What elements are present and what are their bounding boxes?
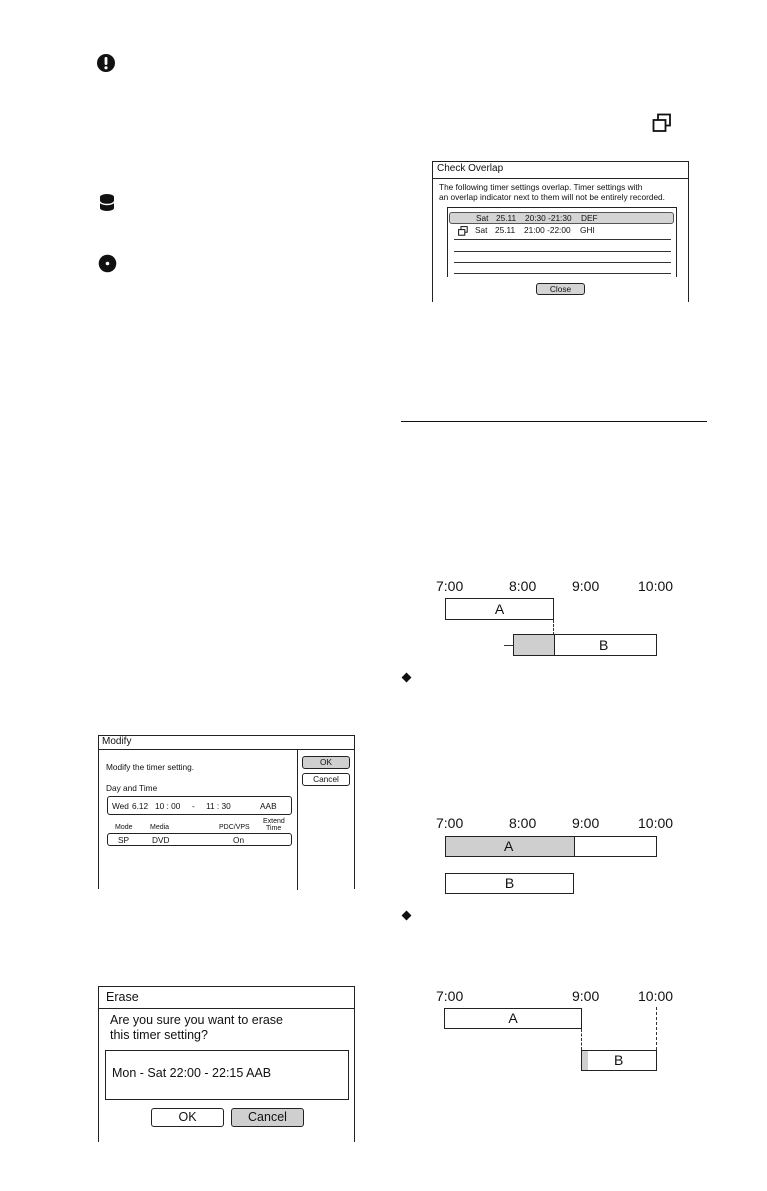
row-date: 25.11 (496, 213, 517, 223)
cut-line (581, 1029, 582, 1050)
tick-label: 9:00 (572, 578, 600, 594)
time-separator: - (192, 801, 195, 811)
ok-button-label: OK (178, 1110, 197, 1124)
erase-setting-box (105, 1050, 349, 1100)
dialog-title-bar (99, 736, 354, 750)
pdc-value: On (233, 835, 245, 845)
row-time: 21:00 -22:00 (524, 225, 571, 235)
cancel-button-label: Cancel (248, 1110, 287, 1124)
tick-label: 7:00 (436, 988, 464, 1004)
modify-dialog (98, 735, 355, 889)
overlap-message-line1: The following timer settings overlap. Timer settings with (439, 182, 643, 192)
overlap-message-line2: an overlap indicator next to them will not be entirely recorded. (439, 192, 665, 202)
date-value: 6.12 (132, 801, 149, 811)
cancel-button[interactable] (231, 1108, 304, 1127)
recording-bar-a (444, 1008, 582, 1029)
setting-value: Mon - Sat 22:00 - 22:15 AAB (112, 1066, 272, 1080)
overlap-portion (514, 635, 554, 655)
cancel-button[interactable] (302, 773, 350, 786)
bar-label: B (504, 875, 515, 891)
tick-label: 7:00 (436, 578, 464, 594)
recording-bar-b (513, 634, 657, 656)
recording-bar-a (445, 598, 554, 620)
day-time-label: Day and Time (106, 783, 158, 793)
tick-label: 8:00 (509, 578, 537, 594)
ok-button-label: OK (320, 757, 332, 767)
list-divider (454, 262, 671, 263)
mode-value: SP (118, 835, 130, 845)
row-time: 20:30 -21:30 (525, 213, 572, 223)
recording-bar-a (445, 836, 657, 857)
dvd-icon (98, 254, 117, 273)
overlap-indicator-icon (652, 113, 672, 133)
list-item[interactable] (449, 225, 674, 237)
bar-label: B (599, 637, 609, 653)
col-mode: Mode (115, 824, 133, 831)
tick-label: 9:00 (572, 815, 600, 831)
section-rule (401, 421, 707, 422)
list-divider (454, 251, 671, 252)
check-overlap-dialog (432, 161, 689, 302)
col-extend-line2: Time (266, 825, 282, 832)
col-media: Media (150, 824, 170, 831)
erase-dialog (98, 986, 355, 1142)
tick-label: 10:00 (638, 578, 674, 594)
overlap-list (447, 207, 677, 277)
ok-button[interactable] (302, 756, 350, 769)
close-button-label: Close (549, 284, 572, 294)
dialog-title: Check Overlap (437, 163, 504, 174)
end-time-value: 11 : 30 (206, 801, 231, 811)
erase-question-line1: Are you sure you want to erase (110, 1013, 284, 1027)
tick-label: 10:00 (638, 815, 674, 831)
dialog-title-bar (433, 162, 688, 179)
col-pdc: PDC/VPS (219, 824, 250, 831)
tick-label: 8:00 (509, 815, 537, 831)
bar-label: B (614, 1052, 624, 1068)
cancel-button-label: Cancel (313, 774, 339, 784)
bar-label: A (494, 601, 505, 617)
row-channel: GHI (580, 225, 595, 235)
erase-question-line2: this timer setting? (110, 1028, 208, 1042)
bullet-diamond (402, 911, 412, 921)
end-line (656, 1007, 657, 1050)
tick-label: 7:00 (436, 815, 464, 831)
day-value: Wed (112, 801, 129, 811)
day-time-field[interactable] (107, 796, 292, 815)
channel-value: AAB (260, 801, 277, 811)
dialog-title: Erase (106, 990, 139, 1004)
list-divider (454, 239, 671, 240)
row-date: 25.11 (495, 225, 516, 235)
tick-label: 10:00 (638, 988, 674, 1004)
list-item-selected[interactable] (449, 212, 674, 224)
dialog-title: Modify (102, 736, 132, 747)
caution-icon (96, 53, 116, 73)
overlap-indicator-icon (458, 226, 468, 236)
ok-button[interactable] (151, 1108, 224, 1127)
list-divider (454, 273, 671, 274)
row-channel: DEF (581, 213, 598, 223)
instruction-text: Modify the timer setting. (106, 762, 195, 772)
bar-label: A (504, 838, 514, 854)
close-button[interactable] (536, 283, 585, 295)
cut-line (553, 620, 554, 635)
hdd-icon (99, 193, 115, 213)
settings-row[interactable] (107, 833, 292, 846)
bullet-diamond (402, 673, 412, 683)
recording-bar-b (581, 1050, 657, 1071)
media-value: DVD (152, 835, 170, 845)
bar-label: A (508, 1010, 518, 1026)
row-day: Sat (476, 213, 489, 223)
overlap-portion (582, 1051, 588, 1070)
start-time-value: 10 : 00 (155, 801, 181, 811)
dialog-title-bar (99, 987, 354, 1009)
recording-bar-b (445, 873, 574, 894)
row-day: Sat (475, 225, 488, 235)
tick-label: 9:00 (572, 988, 600, 1004)
col-extend-line1: Extend (263, 818, 285, 825)
